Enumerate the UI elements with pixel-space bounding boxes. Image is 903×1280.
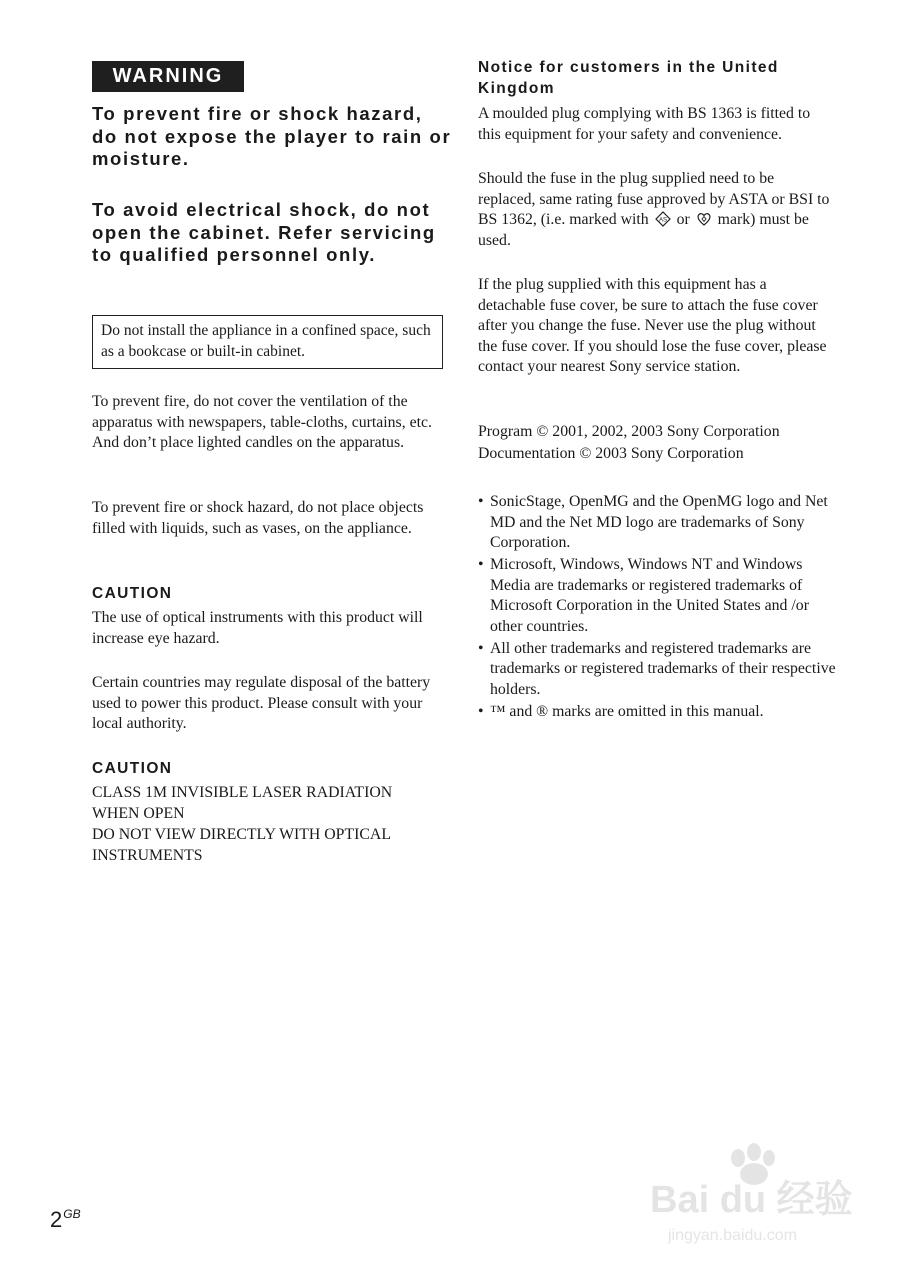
list-item: • All other trademarks and registered trademarks are trademarks or registered trademarks of their respective holders. — [478, 639, 836, 698]
trademark-list — [478, 492, 838, 724]
caution-heading-laser: CAUTION — [92, 760, 173, 777]
uk-fuse-paragraph — [478, 169, 833, 251]
copyright-documentation: Documentation © 2003 Sony Corporation — [478, 445, 744, 462]
uk-fuse-cover-paragraph: If the plug supplied with this equipment has a detachable fuse cover, be sure to attach the fuse cover after you change the fuse. Never use the plug without the fuse cover. If you should lose the fuse cover, please contact your nearest Sony service station. — [478, 276, 827, 375]
bullet-icon: • — [478, 556, 484, 573]
warning-badge: WARNING — [92, 61, 244, 92]
page-number: $2^{GB}$ — [50, 1207, 81, 1232]
svg-text:AS: AS — [658, 217, 667, 224]
page-region-suffix: GB — [63, 1207, 81, 1221]
bullet-icon: • — [478, 639, 484, 657]
bullet-icon: • — [478, 702, 484, 720]
warning-text-fire: To prevent fire or shock hazard, do not expose the player to rain or moisture. — [92, 103, 452, 169]
list-item: • Microsoft, Windows, Windows NT and Windows Media are trademarks or registered trademarks of Microsoft Corporation in the United States and /or other countries. — [478, 556, 809, 635]
copyright-program: Program © 2001, 2002, 2003 Sony Corporation — [478, 423, 780, 440]
laser-caution-line1: CLASS 1M INVISIBLE LASER RADIATION WHEN OPEN — [92, 784, 393, 822]
list-item: • ™ and ® marks are omitted in this manual. — [478, 702, 838, 723]
caution-heading-optical: CAUTION — [92, 585, 173, 602]
optical-caution-text: The use of optical instruments with this product will increase eye hazard. — [92, 609, 423, 647]
baidu-watermark-logo — [640, 1140, 870, 1250]
bsi-kitemark-icon — [696, 211, 712, 227]
installation-notice-box: Do not install the appliance in a confined space, such as a bookcase or built-in cabinet. — [92, 315, 443, 369]
bullet-icon: • — [478, 493, 484, 510]
watermark-brand-text: Bai du 经验 — [650, 1179, 853, 1221]
list-item: • SonicStage, OpenMG and the OpenMG logo and Net MD and the Net MD logo are trademarks of Sony Corporation. — [478, 493, 828, 551]
uk-fuse-text-or: or — [676, 211, 690, 228]
uk-notice-heading: Notice for customers in the United Kingdom — [478, 59, 779, 97]
uk-fuse-text-start: Should the fuse in the plug supplied need to be replaced, same rating fuse approved by ASTA or BSI to BS 1362, (i.e. marked with — [478, 170, 830, 228]
asta-mark-icon — [655, 211, 671, 227]
uk-plug-paragraph: A moulded plug complying with BS 1363 is fitted to this equipment for your safety and convenience. — [478, 105, 811, 143]
ventilation-paragraph: To prevent fire, do not cover the ventilation of the apparatus with newspapers, table-cloths, curtains, etc. And don’t place lighted candles on the apparatus. — [92, 393, 432, 451]
battery-paragraph: Certain countries may regulate disposal of the battery used to power this product. Please consult with your local authority. — [92, 674, 431, 732]
liquids-paragraph: To prevent fire or shock hazard, do not place objects filled with liquids, such as vases, on the appliance. — [92, 499, 424, 537]
warning-text-shock: To avoid electrical shock, do not open the cabinet. Refer servicing to qualified personnel only. — [92, 199, 436, 265]
watermark-url-text: jingyan.baidu.com — [668, 1227, 797, 1244]
laser-caution-line2: DO NOT VIEW DIRECTLY WITH OPTICAL INSTRUMENTS — [92, 826, 391, 864]
uk-fuse-text-end: mark) must be used. — [478, 211, 809, 249]
